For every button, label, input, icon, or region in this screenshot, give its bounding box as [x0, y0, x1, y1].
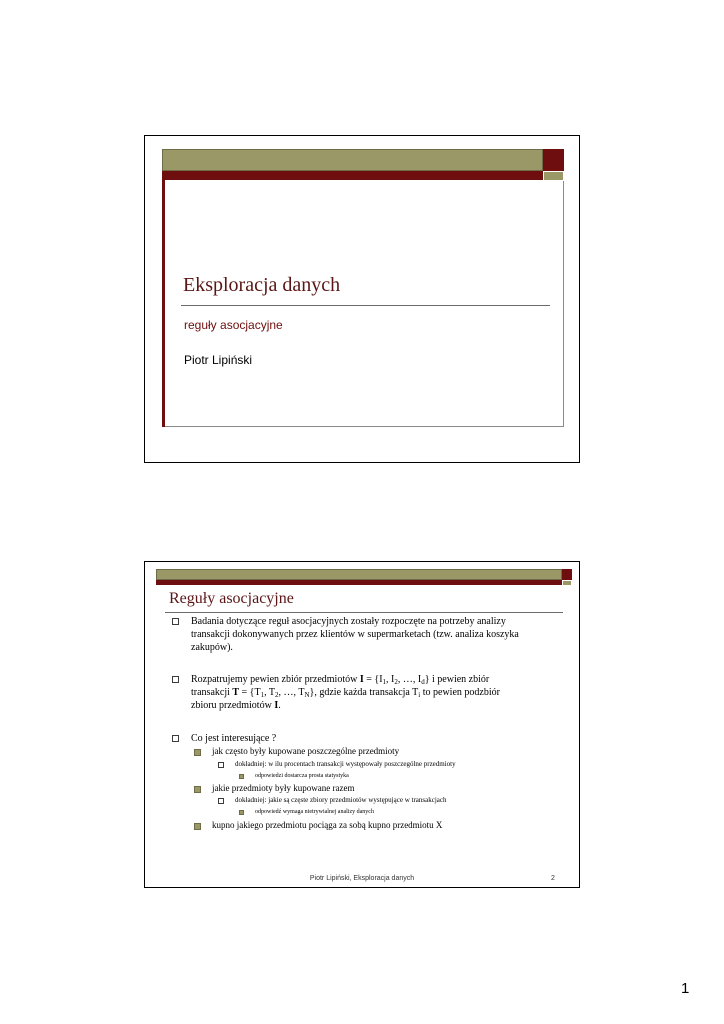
filled-square-bullet-icon [194, 786, 201, 793]
filled-square-bullet-icon [194, 823, 201, 830]
square-bullet-icon [218, 798, 224, 804]
header-band-olive [156, 569, 562, 580]
corner-square-olive [543, 171, 564, 181]
sub-sub-bullet-1a: dokładniej: w ilu procentach transakcji występowały poszczególne przedmioty [235, 760, 456, 769]
header-band-olive [162, 149, 543, 171]
square-bullet-icon [172, 676, 179, 683]
bullet-2 [191, 673, 556, 712]
slide-1-title: Eksploracja danych [183, 274, 341, 296]
header-band-red [162, 171, 564, 180]
left-accent-bar [162, 180, 165, 427]
corner-square-red [543, 149, 564, 171]
sub-sub-sub-bullet-2a1: odpowiedź wymaga nietrywialnej analizy danych [255, 808, 374, 816]
header-band-red [156, 580, 572, 585]
filled-square-bullet-icon [239, 810, 244, 815]
square-bullet-icon [172, 735, 179, 742]
sub-bullet-2: jakie przedmioty były kupowane razem [212, 783, 354, 794]
bullet-1-line-2: transakcji dokonywanych przez klientów w supermarketach (tzw. analiza koszyka [191, 629, 519, 640]
title-divider [165, 612, 563, 613]
sub-sub-sub-bullet-1a1: odpowiedzi dostarcza prosta statystyka [255, 772, 349, 780]
bullet-1-line-3: zakupów). [191, 642, 233, 653]
slide-1 [144, 135, 580, 463]
sub-bullet-3: kupno jakiego przedmiotu pociąga za sobą kupno przedmiotu X [212, 820, 442, 831]
slide-number: 2 [551, 875, 555, 882]
bullet-2-line-2: transakcji $T = \{T_1$, $T_2$, …, $T_N$}, gdzie każda transakcja $T_i$ to pewien podzbiór [191, 687, 500, 699]
corner-square-red [562, 569, 572, 580]
square-bullet-icon [172, 618, 179, 625]
slide-1-author: Piotr Lipiński [184, 353, 253, 367]
slide-1-subtitle: reguły asocjacyjne [184, 318, 283, 332]
slide-footer: Piotr Lipiński, Eksploracja danych [309, 875, 415, 882]
filled-square-bullet-icon [239, 774, 244, 779]
corner-square-olive [562, 580, 572, 586]
bullet-3-text: Co jest interesujące ? [191, 733, 277, 744]
bullet-2-line-1: Rozpatrujemy pewien zbiór przedmiotów $I = \{I_1$, $I_2$, …, $I_d$} i pewien zbiór [191, 674, 490, 686]
sub-bullet-1: jak często były kupowane poszczególne przedmioty [212, 746, 399, 757]
bullet-1-line-1: Badania dotyczące reguł asocjacyjnych zostały rozpoczęte na potrzeby analizy [191, 616, 506, 627]
filled-square-bullet-icon [194, 749, 201, 756]
bullet-3 [191, 732, 556, 745]
sub-sub-bullet-2a: dokładniej: jakie są częste zbiory przedmiotów występujące w transakcjach [235, 796, 446, 805]
title-divider [181, 305, 550, 306]
slide-2 [144, 561, 580, 888]
bullet-1 [191, 615, 556, 654]
slide-2-title: Reguły asocjacyjne [169, 590, 294, 607]
square-bullet-icon [218, 762, 224, 768]
bullet-2-line-3: zbioru przedmiotów I. [191, 700, 281, 711]
page-number: 1 [681, 980, 690, 997]
